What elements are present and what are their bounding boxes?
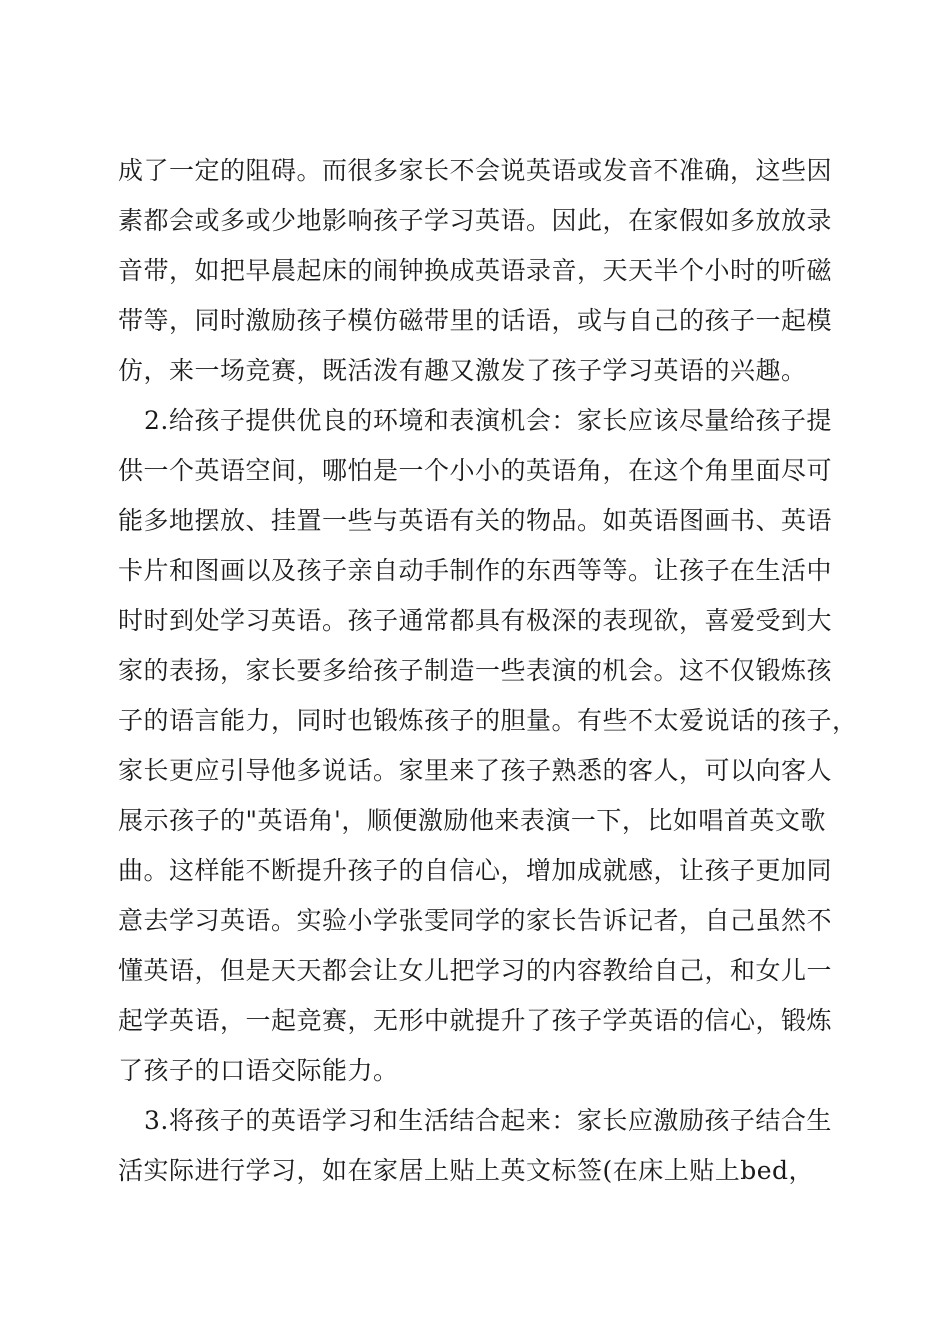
text-line: 能多地摆放、挂置一些与英语有关的物品。如英语图画书、英语	[118, 506, 833, 535]
text-line: 意去学习英语。实验小学张雯同学的家长告诉记者，自己虽然不	[118, 906, 833, 935]
text-line: 展示孩子的"英语角'，顺便激励他来表演一下，比如唱首英文歌	[118, 806, 826, 835]
text-line: 懂英语，但是天天都会让女儿把学习的内容教给自己，和女儿一	[118, 956, 833, 985]
text-line: 卡片和图画以及孩子亲自动手制作的东西等等。让孩子在生活中	[118, 556, 833, 585]
text-line: 供一个英语空间，哪怕是一个小小的英语角，在这个角里面尽可	[118, 456, 833, 485]
paragraph-2-first-line: 2.给孩子提供优良的环境和表演机会：家长应该尽量给孩子提	[144, 406, 832, 435]
text-line: 音带，如把早晨起床的闹钟换成英语录音，天天半个小时的听磁	[118, 256, 833, 285]
text-line: 带等，同时激励孩子模仿磁带里的话语，或与自己的孩子一起模	[118, 306, 833, 335]
text-line: 家长更应引导他多说话。家里来了孩子熟悉的客人，可以向客人	[118, 756, 833, 785]
body-text	[118, 146, 858, 1196]
text-line: 活实际进行学习，如在家居上贴上英文标签(在床上贴上bed，	[118, 1156, 815, 1185]
text-line: 时时到处学习英语。孩子通常都具有极深的表现欲，喜爱受到大	[118, 606, 833, 635]
paragraph-3-first-line: 3.将孩子的英语学习和生活结合起来：家长应激励孩子结合生	[144, 1106, 832, 1135]
text-line: 曲。这样能不断提升孩子的自信心，增加成就感，让孩子更加同	[118, 856, 833, 885]
text-line: 成了一定的阻碍。而很多家长不会说英语或发音不准确，这些因	[118, 156, 833, 185]
text-line: 仿，来一场竞赛，既活泼有趣又激发了孩子学习英语的兴趣。	[118, 356, 807, 385]
text-line: 起学英语，一起竞赛，无形中就提升了孩子学英语的信心，锻炼	[118, 1006, 833, 1035]
text-line: 子的语言能力，同时也锻炼孩子的胆量。有些不太爱说话的孩子，	[118, 706, 858, 735]
text-line: 了孩子的口语交际能力。	[118, 1056, 399, 1085]
text-line: 家的表扬，家长要多给孩子制造一些表演的机会。这不仅锻炼孩	[118, 656, 833, 685]
text-line: 素都会或多或少地影响孩子学习英语。因此，在家假如多放放录	[118, 206, 833, 235]
